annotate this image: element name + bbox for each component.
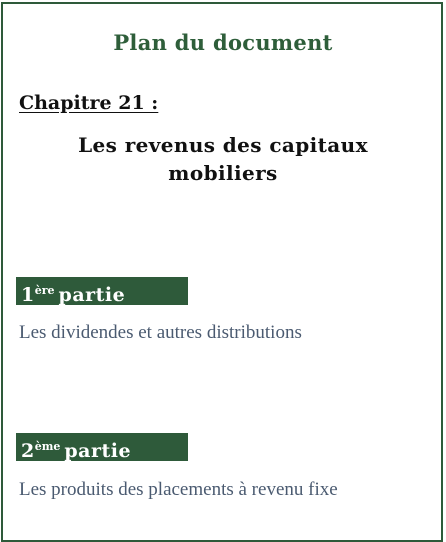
part-1-word: partie [58,284,126,306]
chapter-title: Les revenus des capitaux mobiliers [78,133,368,185]
part-2-number: 2 [21,440,35,462]
part-1-ordinal-suffix: ère [34,284,55,297]
part-2-badge [16,433,188,461]
part-1-description: Les dividendes et autres distributions [19,322,302,343]
part-1-number: 1 [21,284,35,306]
part-2-description: Les produits des placements à revenu fixe [19,479,338,500]
chapter-label: Chapitre 21 : [19,92,159,114]
part-2-word: partie [64,440,132,462]
part-2-ordinal-suffix: ème [34,440,61,453]
plan-title: Plan du document [113,30,333,55]
part-1-badge [16,277,188,305]
